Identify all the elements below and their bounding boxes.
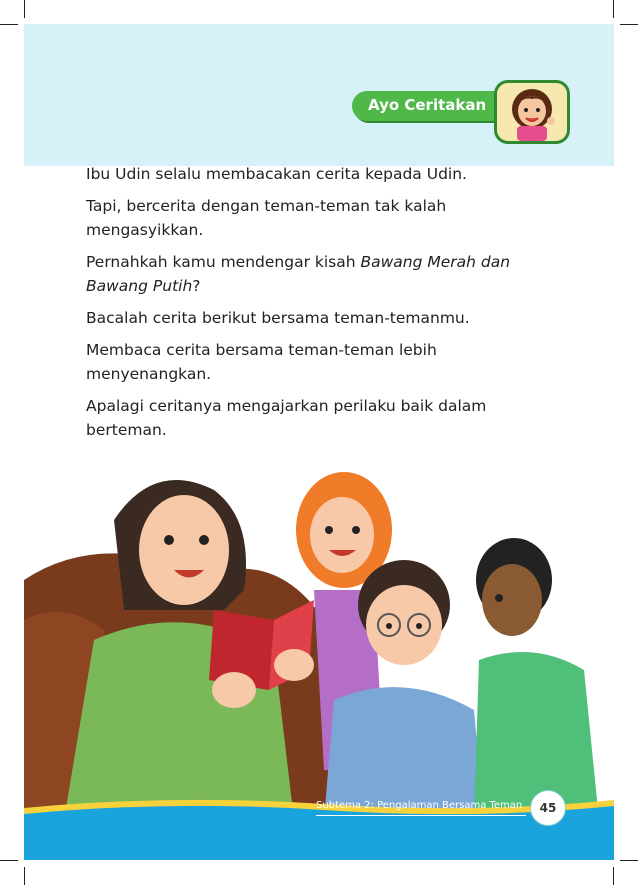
page-number: 45 — [530, 790, 566, 826]
paragraph: Apalagi ceritanya mengajarkan perilaku baik dalam berteman. — [86, 397, 487, 439]
footer-divider — [316, 815, 526, 816]
crop-mark — [613, 867, 614, 885]
paragraph: Tapi, bercerita dengan teman-teman tak kalah mengasyikkan. — [86, 197, 447, 239]
paragraph — [86, 250, 566, 298]
crop-mark — [24, 0, 25, 18]
section-banner — [352, 91, 498, 121]
crop-mark — [613, 0, 614, 18]
crop-mark — [24, 867, 25, 885]
body-text — [86, 162, 566, 450]
section-label: Ayo Ceritakan — [368, 96, 487, 114]
paragraph: Membaca cerita bersama teman-teman lebih menyenangkan. — [86, 341, 437, 383]
girl-mascot-icon — [494, 80, 570, 144]
story-title: Bawang Merah dan Bawang Putih — [86, 253, 511, 295]
illustration-mother-reading — [24, 440, 614, 820]
crop-mark — [620, 860, 638, 861]
crop-mark — [0, 860, 18, 861]
crop-mark — [0, 24, 18, 25]
subtheme-label: Subtema 2: Pengalaman Bersama Teman — [316, 800, 523, 811]
paragraph-text: Pernahkah kamu mendengar kisah — [86, 253, 361, 271]
paragraph: Ibu Udin selalu membacakan cerita kepada Udin. — [86, 165, 467, 183]
paragraph: Bacalah cerita berikut bersama teman-temanmu. — [86, 309, 470, 327]
crop-mark — [620, 24, 638, 25]
paragraph-text: ? — [192, 277, 201, 295]
